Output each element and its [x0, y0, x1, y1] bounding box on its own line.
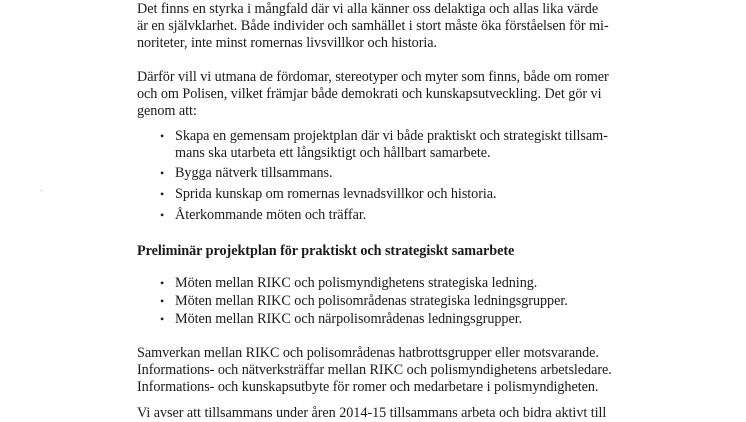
paragraph-4-line-1: Vi avser att tillsammans under åren 2014-15 tillsammans arbeta och bidra aktivt till [137, 405, 607, 421]
paragraph-3-line-3: Informations- och kunskapsutbyte för romer och medarbetare i polismyndigheten. [137, 379, 599, 395]
plan-item-2: Möten mellan RIKC och polisområdenas strategiska ledningsgrupper. [175, 293, 568, 309]
list-item-2: Bygga nätverk tillsammans. [175, 165, 333, 181]
section-heading: Preliminär projektplan för praktiskt och strategiskt samarbete [137, 243, 515, 259]
bullet-icon: • [160, 276, 165, 290]
list-item-3: Sprida kunskap om romernas levnadsvillkor och historia. [175, 186, 497, 202]
paragraph-2-line-3: genom att: [137, 103, 197, 119]
paragraph-1-line-2: är en självklarhet. Både individer och samhället i stort måste öka förståelsen för mi- [137, 18, 609, 34]
plan-item-3: Möten mellan RIKC och närpolisområdenas ledningsgrupper. [175, 311, 523, 327]
plan-item-1: Möten mellan RIKC och polismyndighetens strategiska ledning. [175, 275, 538, 291]
list-item-1-line-1: Skapa en gemensam projektplan där vi både praktiskt och strategiskt tillsam- [175, 128, 608, 144]
bullet-icon: • [160, 129, 165, 143]
bullet-icon: • [160, 208, 165, 222]
bullet-icon: • [160, 166, 165, 180]
paragraph-1-line-3: noriteter, inte minst romernas livsvillkor och historia. [137, 35, 438, 51]
paragraph-3-line-1: Samverkan mellan RIKC och polisområdenas hatbrottsgrupper eller motsvarande. [137, 345, 599, 361]
paragraph-2-line-1: Därför vill vi utmana de fördomar, stereotyper och myter som finns, både om romer [137, 69, 609, 85]
bullet-icon: • [160, 187, 165, 201]
paragraph-1-line-1: Det finns en styrka i mångfald där vi alla känner oss delaktiga och allas lika värde [137, 1, 599, 17]
bullet-icon: • [160, 294, 165, 308]
paragraph-2-line-2: och om Polisen, vilket främjar både demokrati och kunskapsutveckling. Det gör vi [137, 86, 602, 102]
list-item-1-line-2: mans ska utarbeta ett långsiktigt och hållbart samarbete. [175, 145, 491, 161]
scan-speck [41, 190, 42, 191]
paragraph-3-line-2: Informations- och nätverksträffar mellan RIKC och polismyndighetens arbetsledare. [137, 362, 612, 378]
bullet-icon: • [160, 312, 165, 326]
list-item-4: Återkommande möten och träffar. [175, 207, 367, 223]
